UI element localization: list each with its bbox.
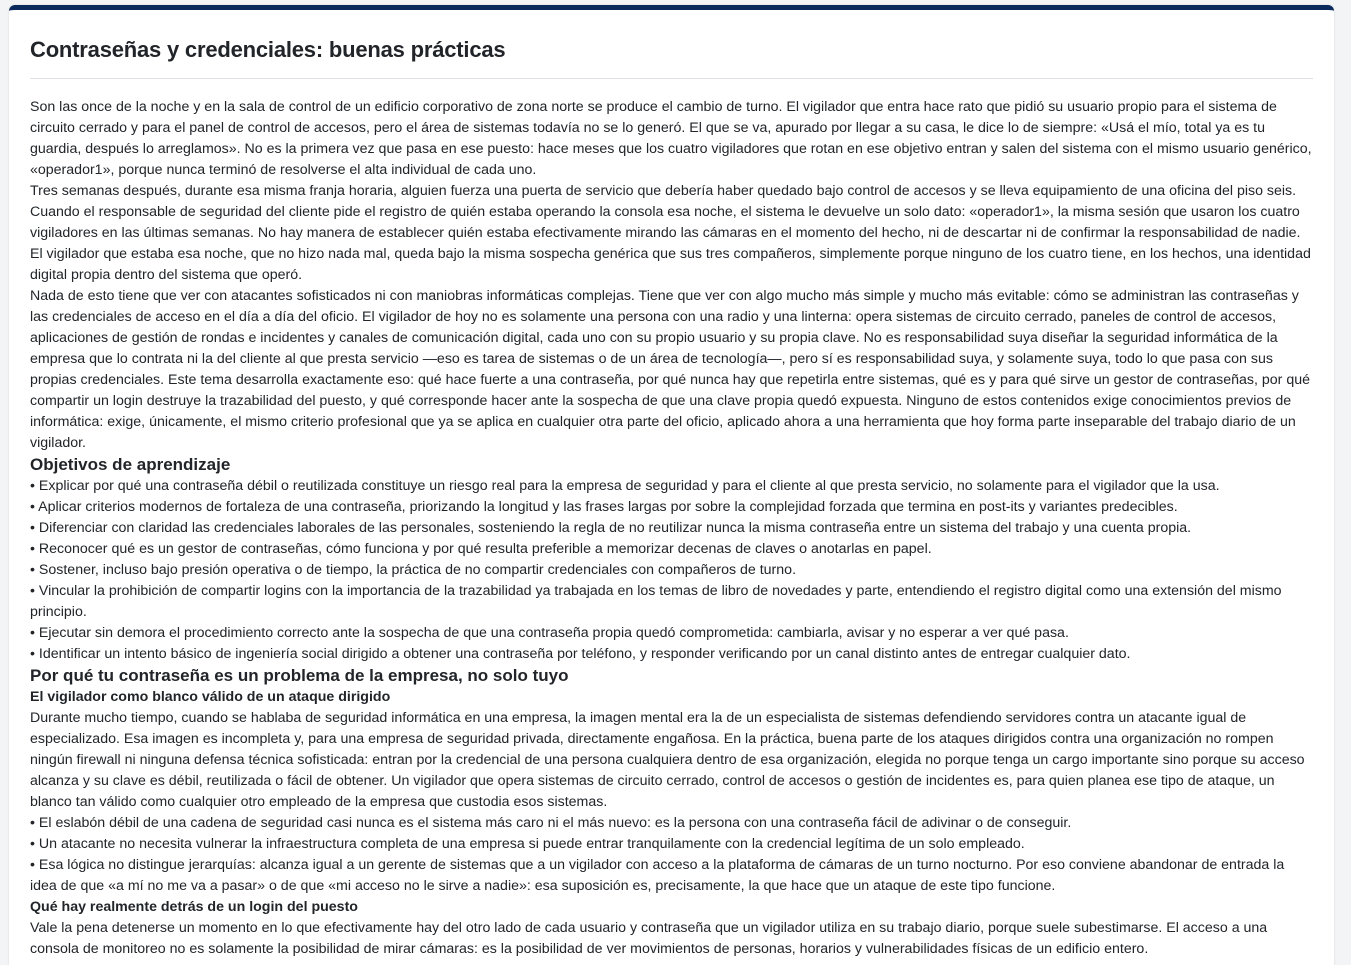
objective-item: • Ejecutar sin demora el procedimiento correcto ante la sospecha de que una contraseña propia quedó comprometida: cambiarla, avisar y no esperar a ver qué pasa.: [30, 625, 1069, 641]
objective-item: • Diferenciar con claridad las credenciales laborales de las personales, sosteniendo la regla de no reutilizar nunca la misma contraseña entre un sistema del trabajo y una cuenta propia.: [30, 520, 1192, 536]
intro-paragraph-2: Tres semanas después, durante esa misma franja horaria, alguien fuerza una puerta de servicio que debería haber quedado bajo control de accesos y se lleva equipamiento de una oficina del piso seis. Cuando el responsable de seguridad del cliente pide el registro de quién estaba operando la consola esa noche, el sistema le devuelve un solo dato: «operador1», la misma sesión que usaron los cuatro vigiladores en las últimas semanas. No hay manera de establecer quién estaba efectivamente mirando las cámaras en el momento del hecho, ni de descartar ni de confirmar la responsabilidad de nadie. El vigilador que estaba esa noche, que no hizo nada mal, queda bajo la misma sospecha genérica que sus tres compañeros, simplemente porque ninguno de los cuatro tiene, en los hechos, una identidad digital propia dentro del sistema que operó.: [30, 183, 1311, 283]
objective-item: • Vincular la prohibición de compartir logins con la importancia de la trazabilidad ya trabajada en los temas de libro de novedades y parte, entendiendo el registro digital como una extensión del mismo principio.: [30, 583, 1282, 620]
subsection-heading: El vigilador como blanco válido de un ataque dirigido: [30, 689, 391, 705]
section-heading: Por qué tu contraseña es un problema de la empresa, no solo tuyo: [30, 666, 569, 685]
section-bullet: • El eslabón débil de una cadena de seguridad casi nunca es el sistema más caro ni el más nuevo: es la persona con una contraseña fácil de adivinar o de conseguir.: [30, 815, 1072, 831]
intro-paragraph-3: Nada de esto tiene que ver con atacantes sofisticados ni con maniobras informáticas complejas. Tiene que ver con algo mucho más simple y mucho más evitable: cómo se administran las contraseñas y las credenciales de acceso en el día a día del oficio. El vigilador de hoy no es solamente una persona con una radio y una linterna: opera sistemas de circuito cerrado, paneles de control de accesos, aplicaciones de gestión de rondas e incidentes y canales de comunicación digital, cada uno con su propio usuario y su propia clave. No es responsabilidad suya diseñar la seguridad informática de la empresa que lo contrata ni la del cliente al que presta servicio —eso es tarea de sistemas o de un área de tecnología—, pero sí es responsabilidad suya, y solamente suya, todo lo que pasa con sus propias credenciales. Este tema desarrolla exactamente eso: qué hace fuerte a una contraseña, por qué nunca hay que repetirla entre sistemas, qué es y para qué sirve un gestor de contraseñas, por qué compartir un login destruye la trazabilidad del puesto, y qué corresponde hacer ante la sospecha de que una clave propia quedó expuesta. Ninguno de estos contenidos exige conocimientos previos de informática: exige, únicamente, el mismo criterio profesional que ya se aplica en cualquier otra parte del oficio, aplicado ahora a una herramienta que hoy forma parte inseparable del trabajo diario de un vigilador.: [30, 288, 1311, 451]
page-title: Contraseñas y credenciales: buenas prácticas: [30, 37, 506, 62]
objectives-heading: Objetivos de aprendizaje: [30, 455, 231, 474]
objective-item: • Aplicar criterios modernos de fortaleza de una contraseña, priorizando la longitud y las frases largas por sobre la complejidad forzada que termina en post-its y variantes predecibles.: [30, 499, 1178, 515]
intro-paragraph-1: Son las once de la noche y en la sala de control de un edificio corporativo de zona norte se produce el cambio de turno. El vigilador que entra hace rato que pidió su usuario propio para el sistema de circuito cerrado y para el panel de control de accesos, pero el área de sistemas todavía no se lo generó. El que se va, apurado por llegar a su casa, le dice lo de siempre: «Usá el mío, total ya es tu guardia, después lo arreglamos». No es la primera vez que pasa en ese puesto: hace meses que los cuatro vigiladores que rotan en ese objetivo entran y salen del sistema con el mismo usuario genérico, «operador1», porque nunca terminó de resolverse el alta individual de cada uno.: [30, 99, 1312, 178]
section-paragraph: Durante mucho tiempo, cuando se hablaba de seguridad informática en una empresa, la imagen mental era la de un especialista de sistemas defendiendo servidores contra un atacante igual de especializado. Esa imagen es incompleta y, para una empresa de seguridad privada, directamente engañosa. En la práctica, buena parte de los ataques dirigidos contra una organización no rompen ningún firewall ni ninguna defensa técnica sofisticada: entran por la credencial de una persona cualquiera dentro de esa organización, elegida no porque tenga un cargo importante sino porque su acceso alcanza y su clave es débil, reutilizada o fácil de obtener. Un vigilador que opera sistemas de circuito cerrado, control de accesos o gestión de incidentes es, para quien planea ese tipo de ataque, un blanco tan válido como cualquier otro empleado de la empresa que custodia esos sistemas.: [30, 710, 1305, 810]
subsection-heading: Qué hay realmente detrás de un login del puesto: [30, 899, 358, 915]
section-bullet: • Un atacante no necesita vulnerar la infraestructura completa de una empresa si puede entrar tranquilamente con la credencial legítima de un solo empleado.: [30, 836, 1025, 852]
section-bullet: • Esa lógica no distingue jerarquías: alcanza igual a un gerente de sistemas que a un vigilador con acceso a la plataforma de cámaras de un turno nocturno. Por eso conviene abandonar de entrada la idea de que «a mí no me va a pasar» o de que «mi acceso no le sirve a nadie»: esa suposición es, precisamente, la que hace que un ataque de este tipo funcione.: [30, 857, 1285, 894]
objective-item: • Reconocer qué es un gestor de contraseñas, cómo funciona y por qué resulta preferible a memorizar decenas de claves o anotarlas en papel.: [30, 541, 932, 557]
content-card: [9, 5, 1334, 965]
objective-item: • Sostener, incluso bajo presión operativa o de tiempo, la práctica de no compartir credenciales con compañeros de turno.: [30, 562, 797, 578]
section-paragraph: Vale la pena detenerse un momento en lo que efectivamente hay del otro lado de cada usuario y contraseña que un vigilador utiliza en su trabajo diario, porque suele subestimarse. El acceso a una consola de monitoreo no es solamente la posibilidad de mirar cámaras: es la posibilidad de ver movimientos de personas, horarios y vulnerabilidades físicas de un edificio entero.: [30, 920, 1268, 957]
objective-item: • Identificar un intento básico de ingeniería social dirigido a obtener una contraseña por teléfono, y responder verificando por un canal distinto antes de entregar cualquier dato.: [30, 646, 1131, 662]
title-divider: [30, 78, 1313, 79]
objective-item: • Explicar por qué una contraseña débil o reutilizada constituye un riesgo real para la empresa de seguridad y para el cliente al que presta servicio, no solamente para el vigilador que la usa.: [30, 478, 1220, 494]
